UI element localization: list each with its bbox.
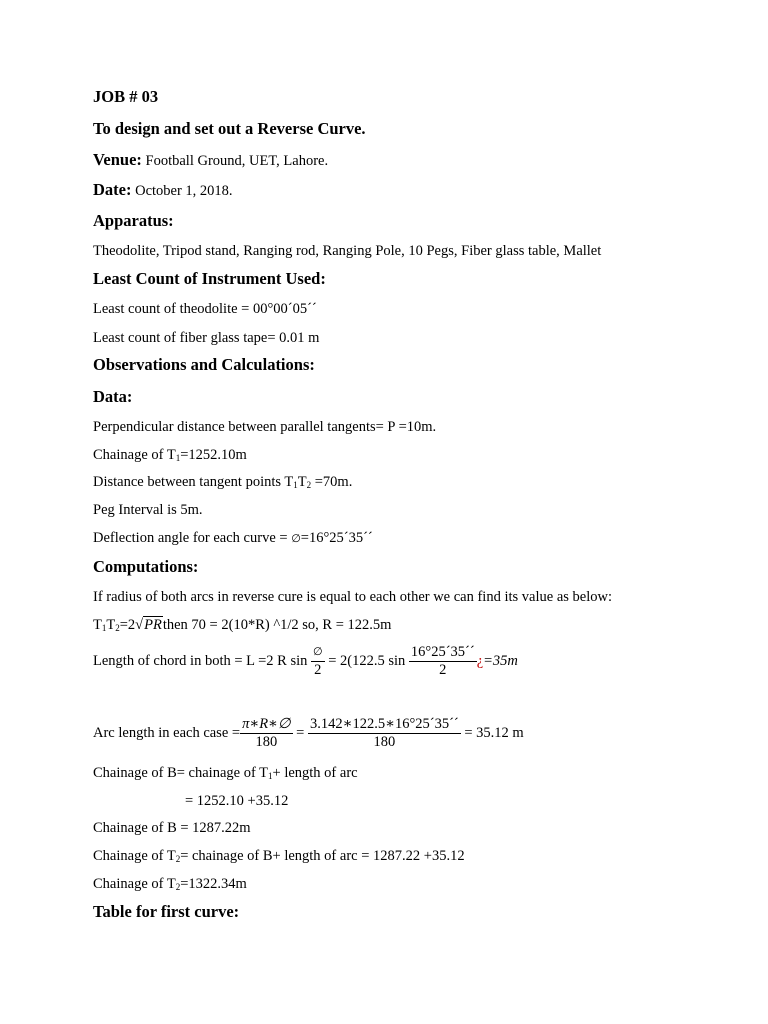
venue-label: Venue: xyxy=(93,150,142,169)
deflection-angle: Deflection angle for each curve = ∅=16°25´35´´ xyxy=(93,530,373,546)
chord-length-equation: Length of chord in both = L =2 R sin $\frac{\emptyset}{2}$ = 2(122.5 sin $\frac{16^\circ 25´35´´}{2}$ ¿=35m xyxy=(93,644,518,679)
table-heading: Table for first curve: xyxy=(93,902,240,921)
arc-fraction-numeric: $\frac{3.142∗122.5∗16^\circ 25´35´´}{180}$ xyxy=(309,716,459,751)
perpendicular-distance: Perpendicular distance between parallel tangents= P =10m. xyxy=(93,419,437,435)
chainage-t2-result: Chainage of $T_2=1322.34m$ xyxy=(93,876,247,892)
computations-heading: Computations: xyxy=(93,557,199,576)
arc-length-equation: Arc length in each case = $\frac{\pi∗R∗\emptyset}{180}$ = $\frac{3.142∗122.5∗16^\circ 25´35´´}{180}$ = 35.12 m xyxy=(93,716,524,751)
peg-interval: Peg Interval is 5m. xyxy=(93,502,203,518)
chainage-b-calculation: = 1252.10 +35.12 xyxy=(185,793,289,809)
chainage-b-definition: Chainage of B= chainage of $T_1+$ length of arc xyxy=(93,765,358,781)
apparatus-text: Theodolite, Tripod stand, Ranging rod, Ranging Pole, 10 Pegs, Fiber glass table, Mallet xyxy=(93,243,602,259)
least-count-heading: Least Count of Instrument Used: xyxy=(93,269,326,288)
least-count-theodolite: Least count of theodolite = 00°00´05´´ xyxy=(93,301,317,317)
venue-line xyxy=(93,151,328,170)
chainage-t2-definition: Chainage of $T_2=$ chainage of B+ length of arc = 1287.22 +35.12 xyxy=(93,848,465,864)
data-heading: Data: xyxy=(93,387,133,406)
tangent-distance: Distance between tangent points $T_1T_2 =70m$. xyxy=(93,474,353,490)
computations-intro: If radius of both arcs in reverse cure is equal to each other we can find its value as below: xyxy=(93,589,612,605)
arc-fraction-symbolic: $\frac{\pi∗R∗\emptyset}{180}$ xyxy=(242,716,291,751)
radius-equation: $T_1T_2=2√PRthen$ 70 = 2(10*R) ^1/2 so, R = 122.5m xyxy=(93,617,392,633)
chainage-t1: Chainage of $T_1=1252.10m$ xyxy=(93,447,247,463)
chainage-b-result: Chainage of B = 1287.22m xyxy=(93,820,251,836)
date-line xyxy=(93,181,233,200)
aim-heading: To design and set out a Reverse Curve. xyxy=(93,119,366,138)
job-title: JOB # 03 xyxy=(93,87,159,106)
chord-fraction-phi: $\frac{\emptyset}{2}$ xyxy=(313,646,323,679)
date-value: October 1, 2018. xyxy=(135,183,233,199)
least-count-tape: Least count of fiber glass tape= 0.01 m xyxy=(93,330,320,346)
venue-value: Football Ground, UET, Lahore. xyxy=(145,153,329,169)
apparatus-heading: Apparatus: xyxy=(93,211,174,230)
date-label: Date: xyxy=(93,180,132,199)
observations-heading: Observations and Calculations: xyxy=(93,355,315,374)
chord-fraction-angle: $\frac{16^\circ 25´35´´}{2}$ xyxy=(410,644,475,679)
